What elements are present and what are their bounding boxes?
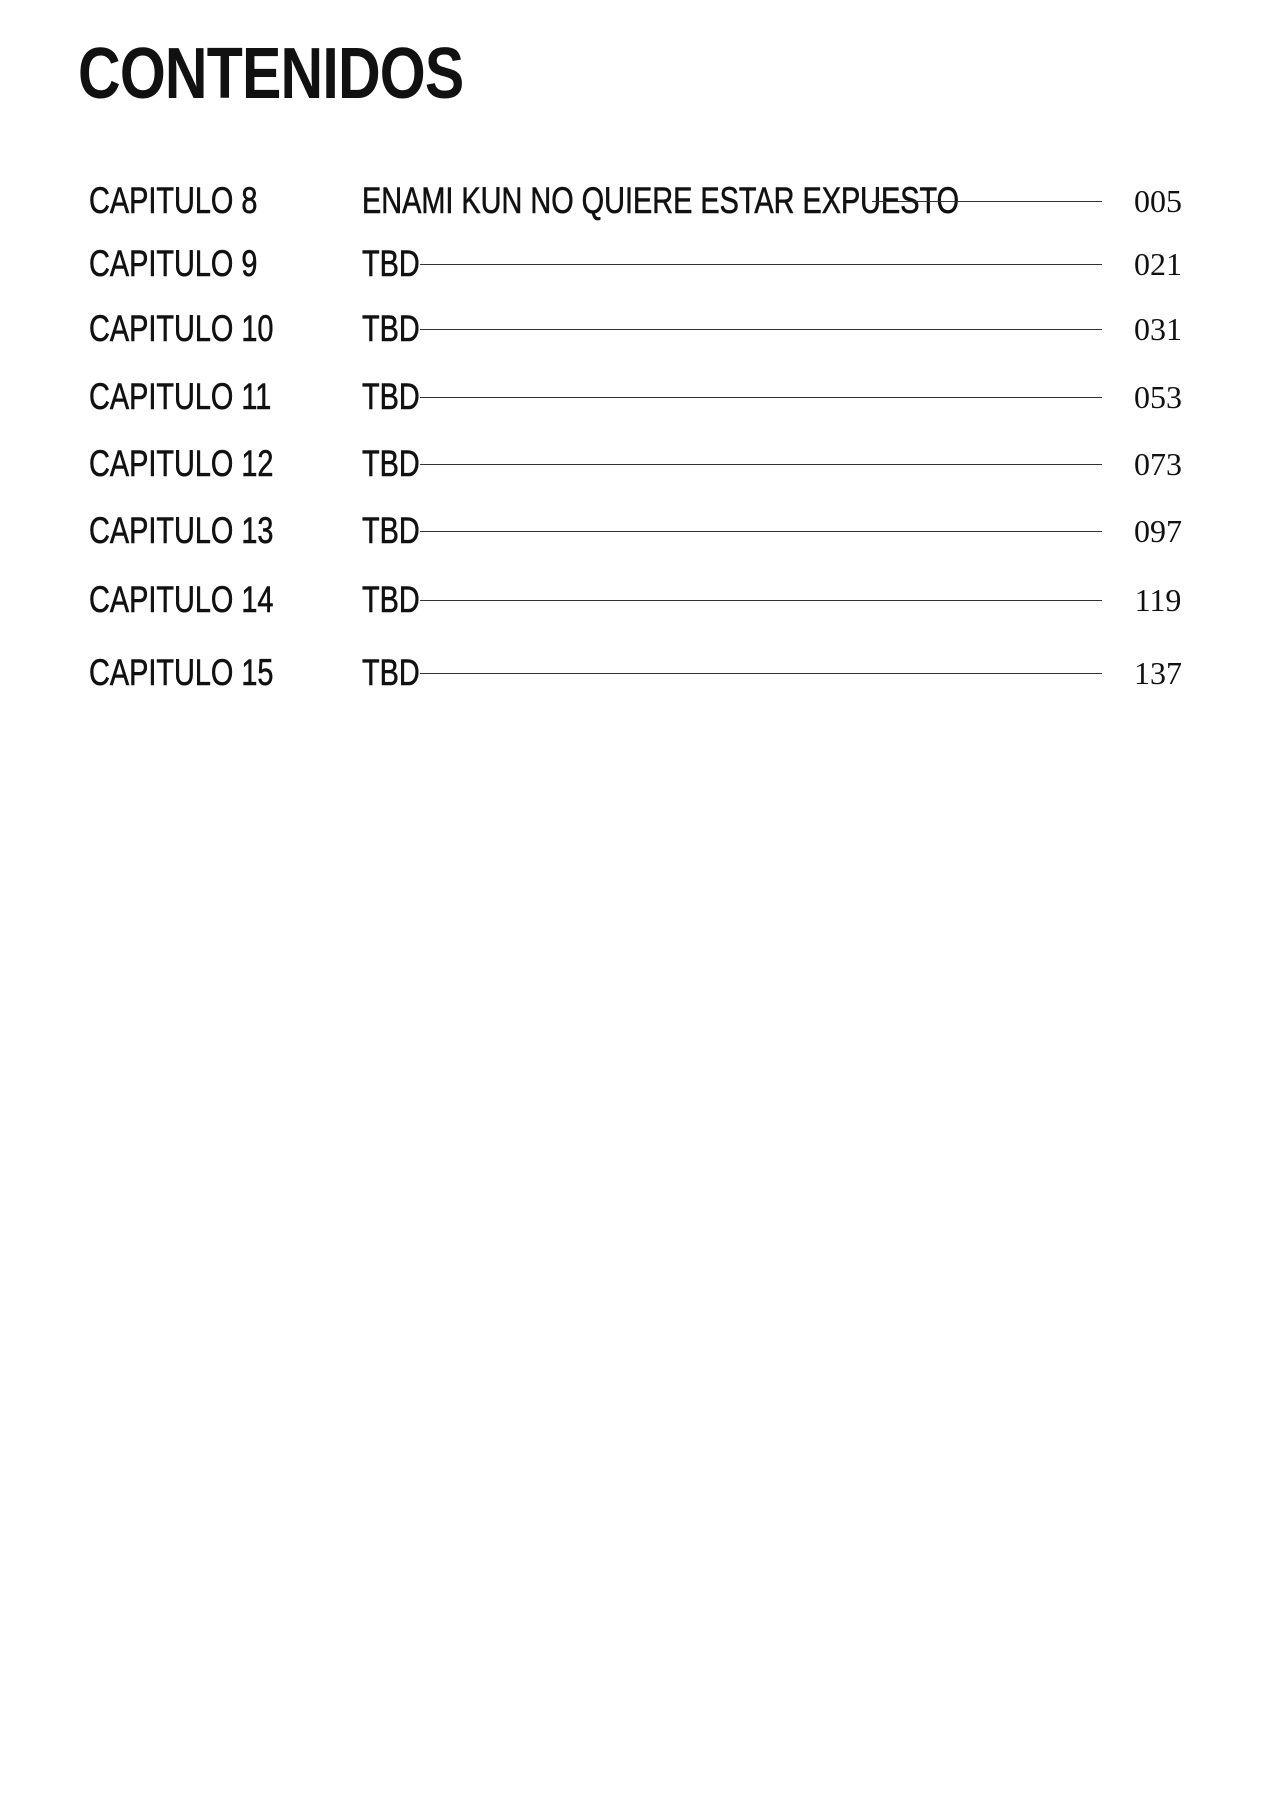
leader-line xyxy=(420,397,1102,398)
chapter-label: CAPITULO 8 xyxy=(89,180,258,221)
chapter-label: CAPITULO 10 xyxy=(89,308,274,349)
toc-row-chapter-12[interactable] xyxy=(0,440,1280,488)
page-number: 053 xyxy=(1134,379,1182,415)
chapter-title: ENAMI KUN NO QUIERE ESTAR EXPUESTO xyxy=(362,180,960,221)
page-number: 137 xyxy=(1134,655,1182,691)
toc-row-chapter-15[interactable] xyxy=(0,649,1280,697)
leader-line xyxy=(420,531,1102,532)
page-number: 031 xyxy=(1134,311,1182,347)
chapter-title: TBD xyxy=(362,579,420,620)
toc-row-chapter-8[interactable] xyxy=(0,177,1280,225)
chapter-title: TBD xyxy=(362,510,420,551)
toc-row-chapter-11[interactable] xyxy=(0,373,1280,421)
toc-row-chapter-10[interactable] xyxy=(0,305,1280,353)
chapter-title: TBD xyxy=(362,652,420,693)
leader-line xyxy=(420,329,1102,330)
leader-line xyxy=(420,464,1102,465)
page-number: 073 xyxy=(1134,446,1182,482)
page-number: 021 xyxy=(1134,246,1182,282)
leader-line xyxy=(420,673,1102,674)
page-number: 119 xyxy=(1134,582,1182,618)
chapter-label: CAPITULO 15 xyxy=(89,652,274,693)
chapter-label: CAPITULO 13 xyxy=(89,510,274,551)
chapter-label: CAPITULO 11 xyxy=(89,376,272,417)
page-title: CONTENIDOS xyxy=(78,34,464,114)
leader-line xyxy=(420,264,1102,265)
leader-line xyxy=(420,600,1102,601)
page-number: 097 xyxy=(1134,513,1182,549)
toc-row-chapter-13[interactable] xyxy=(0,507,1280,555)
chapter-title: TBD xyxy=(362,443,420,484)
chapter-title: TBD xyxy=(362,308,420,349)
chapter-title: TBD xyxy=(362,376,420,417)
chapter-label: CAPITULO 14 xyxy=(89,579,274,620)
chapter-label: CAPITULO 9 xyxy=(89,243,258,284)
toc-row-chapter-14[interactable] xyxy=(0,576,1280,624)
leader-line xyxy=(872,201,1102,202)
chapter-title: TBD xyxy=(362,243,420,284)
toc-row-chapter-9[interactable] xyxy=(0,240,1280,288)
page-number: 005 xyxy=(1134,183,1182,219)
chapter-label: CAPITULO 12 xyxy=(89,443,274,484)
